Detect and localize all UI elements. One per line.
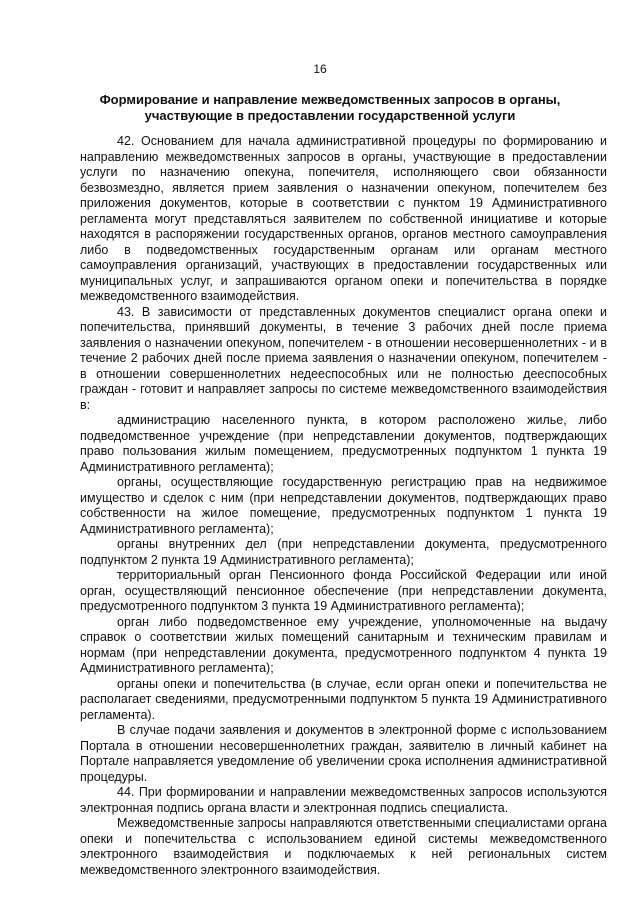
paragraph-44: 44. При формировании и направлении межведомственных запросов используются электронная подпись органа власти и электронная подпись специалиста. bbox=[80, 785, 607, 815]
paragraph-43: 43. В зависимости от представленных документов специалист органа опеки и попечительства, принявший документы, в течение 3 рабочих дней после приема заявления о назначении опекуном, попечителем - в отношении несовершеннолетних - и в течение 2 рабочих дней после приема заявления о назначении опекуном, попечителем - в отношении совершеннолетних недееспособных или не полностью дееспособных граждан - готовит и направляет запросы по системе межведомственного взаимодействия в: bbox=[80, 304, 607, 412]
list-item-sanitary-certificate-body: орган либо подведомственное ему учреждение, уполномоченные на выдачу справок о соответствии жилых помещений санитарным и техническим правилам и нормам (при непредставлении документа, предусмотренного подпунктом 4 пункта 19 Административного регламента); bbox=[80, 614, 607, 675]
section-title: Формирование и направление межведомственных запросов в органы, участвующие в предоставлении государственной услуги bbox=[99, 92, 561, 123]
list-item-internal-affairs-bodies: органы внутренних дел (при непредставлении документа, предусмотренного подпунктом 2 пункта 19 Административного регламента); bbox=[80, 537, 607, 567]
paragraph-interagency-requests: Межведомственные запросы направляются ответственными специалистами органа опеки и попечительства с использованием единой системы межведомственного электронного взаимодействия и подключаемых к ней региональных систем межведомственного электронного взаимодействия. bbox=[80, 816, 607, 877]
list-item-guardianship-bodies: органы опеки и попечительства (в случае, если орган опеки и попечительства не располагает сведениями, предусмотренными подпунктом 5 пункта 19 Административного регламента). bbox=[80, 676, 607, 722]
list-item-property-registration-bodies: органы, осуществляющие государственную регистрацию прав на недвижимое имущество и сделок с ним (при непредставлении документов, подтверждающих право собственности на жилое помещение, предусмотренных подпунктом 1 пункта 19 Административного регламента); bbox=[80, 475, 607, 536]
list-item-settlement-administration: администрацию населенного пункта, в котором расположено жилье, либо подведомственное учреждение (при непредставлении документов, подтверждающих право пользования жилым помещением, предусмотренных подпунктом 1 пункта 19 Административного регламента); bbox=[80, 413, 607, 474]
section-body bbox=[80, 134, 607, 878]
page-number: 16 bbox=[313, 62, 327, 76]
paragraph-42: 42. Основанием для начала административной процедуры по формированию и направлению межведомственных запросов в органы, участвующие в предоставлении услуги по назначению опекуна, попечителя, исполняющего свои обязанности безвозмездно, является прием заявления о назначении опекуном, попечителем без приложения документов, которые в соответствии с пунктом 19 Административного регламента могут представляться заявителем по собственной инициативе и которые находятся в распоряжении государственных органов, органов местного самоуправления либо в подведомственных государственным органам или органам местного самоуправления организаций, участвующих в предоставлении государственных или муниципальных услуг, и запрашиваются органом опеки и попечительства в порядке межведомственного взаимодействия. bbox=[80, 134, 607, 303]
paragraph-electronic-submission: В случае подачи заявления и документов в электронной форме с использованием Портала в отношении несовершеннолетних граждан, заявителю в личный кабинет на Портале направляется уведомление об увеличении срока исполнения административной процедуры. bbox=[80, 723, 607, 784]
list-item-pension-fund: территориальный орган Пенсионного фонда Российской Федерации или иной орган, осуществляющий пенсионное обеспечение (при непредставлении документа, предусмотренного подпунктом 3 пункта 19 Административного регламента); bbox=[80, 568, 607, 613]
